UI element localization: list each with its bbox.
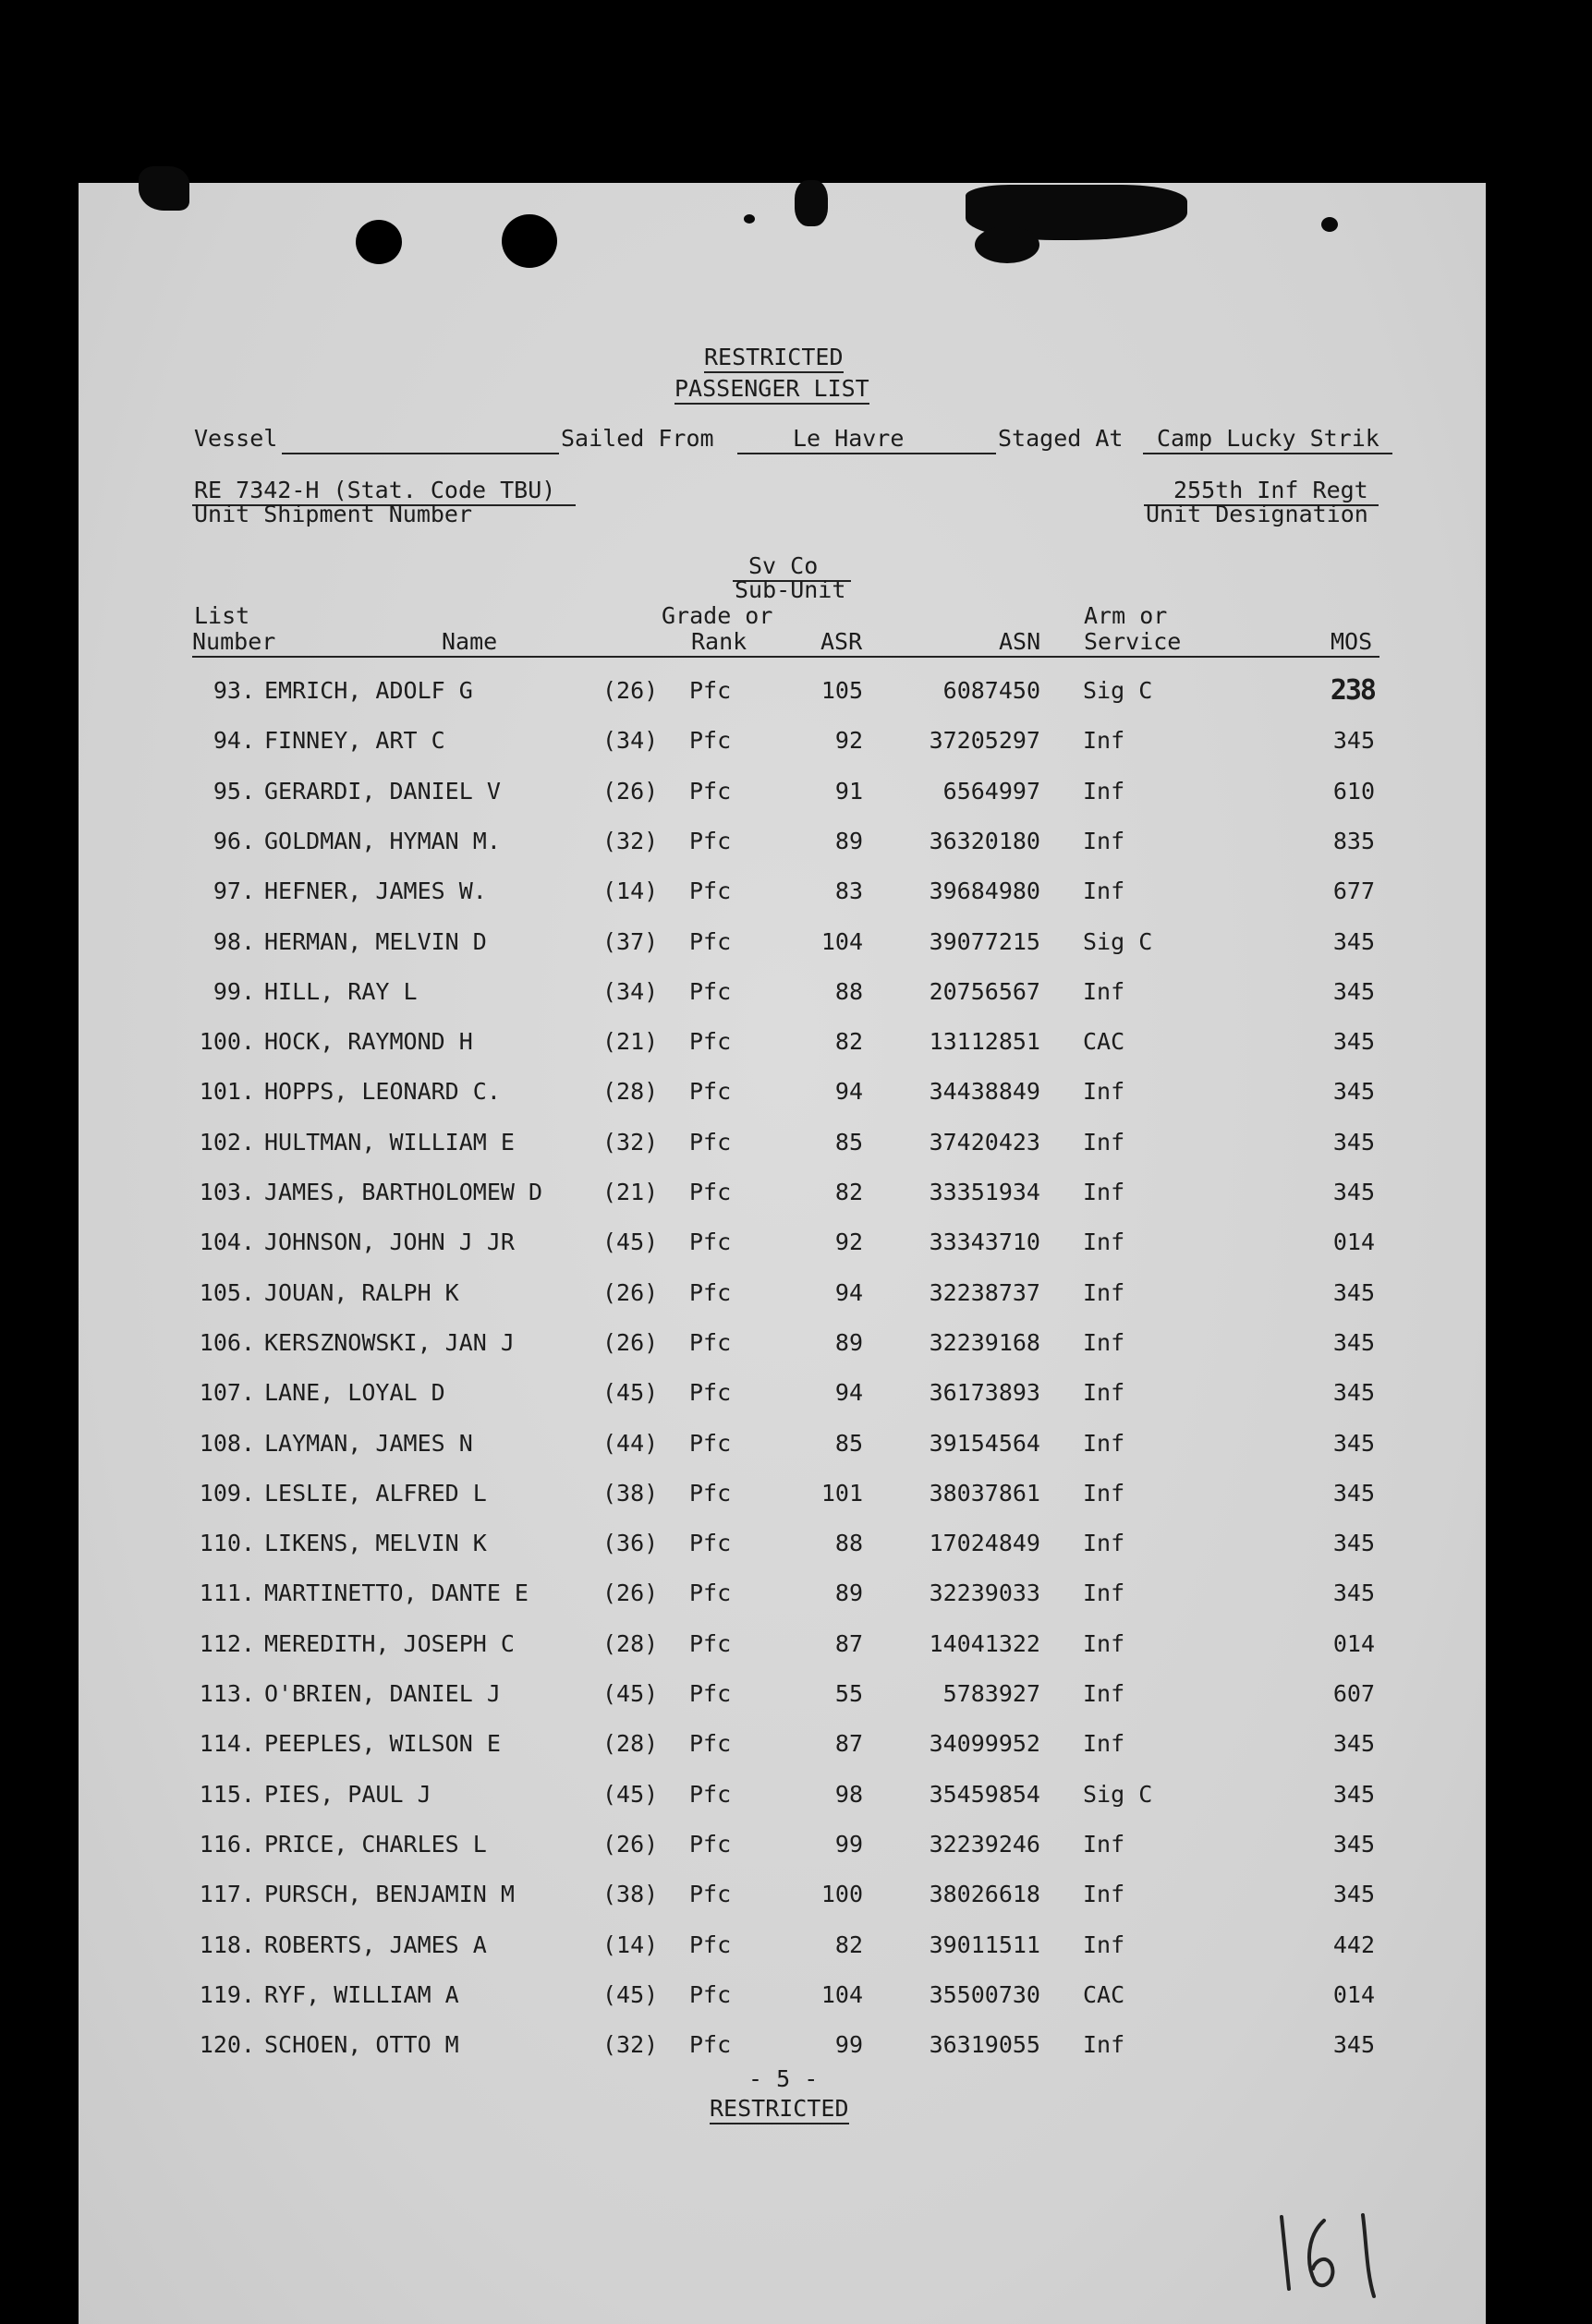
asn-cell: 36319055	[929, 2031, 1040, 2058]
asr-cell: 87	[834, 1730, 863, 1757]
vessel-underline	[282, 453, 559, 454]
table-row	[0, 1730, 1592, 1758]
name-cell: PEEPLES, WILSON E	[264, 1730, 501, 1757]
list-number-cell: 98.	[213, 928, 255, 955]
asr-cell: 104	[820, 928, 863, 955]
arm-cell: Sig C	[1083, 1781, 1153, 1808]
name-cell: ROBERTS, JAMES A	[264, 1931, 487, 1958]
list-number-cell: 94.	[213, 727, 255, 754]
name-cell: HILL, RAY L	[264, 978, 418, 1005]
table-row	[0, 1981, 1592, 2009]
arm-cell: Inf	[1083, 1530, 1125, 1556]
sailed-from-label: Sailed From	[561, 425, 714, 452]
table-row	[0, 1630, 1592, 1658]
list-number-cell: 101.	[199, 1078, 255, 1105]
column-header-asr: ASR	[820, 628, 863, 655]
name-cell: O'BRIEN, DANIEL J	[264, 1680, 501, 1707]
grade-cell: Pfc	[689, 1881, 732, 1907]
age-cell: (38)	[602, 1881, 659, 1907]
grade-cell: Pfc	[689, 878, 732, 904]
mos-cell: 610	[1332, 778, 1375, 805]
table-row	[0, 1781, 1592, 1809]
asr-cell: 83	[834, 878, 863, 904]
asr-cell: 82	[834, 1931, 863, 1958]
column-header-asn: ASN	[999, 628, 1041, 655]
arm-cell: Inf	[1083, 1881, 1125, 1907]
mos-cell: 345	[1332, 1078, 1375, 1105]
age-cell: (32)	[602, 1129, 659, 1156]
mos-cell: 345	[1332, 1781, 1375, 1808]
asn-cell: 39684980	[929, 878, 1040, 904]
list-number-cell: 103.	[199, 1179, 255, 1205]
grade-cell: Pfc	[689, 928, 732, 955]
staged-at-underline	[1143, 453, 1392, 454]
list-number-cell: 108.	[199, 1430, 255, 1457]
list-number-cell: 119.	[199, 1981, 255, 2008]
arm-cell: Inf	[1083, 1379, 1125, 1406]
mos-cell: 014	[1332, 1229, 1375, 1255]
grade-cell: Pfc	[689, 1028, 732, 1055]
name-cell: HOPPS, LEONARD C.	[264, 1078, 501, 1105]
grade-cell: Pfc	[689, 1329, 732, 1356]
mos-cell: 835	[1332, 828, 1375, 854]
grade-cell: Pfc	[689, 1680, 732, 1707]
asr-cell: 82	[834, 1179, 863, 1205]
arm-cell: Inf	[1083, 1580, 1125, 1606]
age-cell: (26)	[602, 778, 659, 805]
arm-cell: Inf	[1083, 778, 1125, 805]
sub-unit-value: Sv Co	[748, 552, 819, 579]
list-number-cell: 107.	[199, 1379, 255, 1406]
mos-cell: 345	[1332, 1129, 1375, 1156]
grade-cell: Pfc	[689, 1179, 732, 1205]
table-row	[0, 2031, 1592, 2059]
table-row	[0, 1279, 1592, 1307]
column-header-rule	[192, 656, 1379, 658]
age-cell: (28)	[602, 1730, 659, 1757]
list-number-cell: 106.	[199, 1329, 255, 1356]
list-number-cell: 120.	[199, 2031, 255, 2058]
mos-cell: 345	[1332, 1730, 1375, 1757]
asr-cell: 104	[820, 1981, 863, 2008]
age-cell: (34)	[602, 727, 659, 754]
asn-cell: 35500730	[929, 1981, 1040, 2008]
torn-edge-mark	[975, 226, 1039, 263]
asn-cell: 14041322	[929, 1630, 1040, 1657]
mos-cell: 345	[1332, 1379, 1375, 1406]
arm-cell: Inf	[1083, 828, 1125, 854]
list-number-cell: 116.	[199, 1831, 255, 1858]
asr-cell: 94	[834, 1279, 863, 1306]
asn-cell: 36320180	[929, 828, 1040, 854]
footer-classification: RESTRICTED	[710, 2095, 849, 2124]
table-row	[0, 1480, 1592, 1507]
mos-cell: 345	[1332, 1430, 1375, 1457]
age-cell: (45)	[602, 1229, 659, 1255]
mos-cell: 677	[1332, 878, 1375, 904]
asr-cell: 85	[834, 1430, 863, 1457]
arm-cell: Inf	[1083, 1831, 1125, 1858]
shipment-number-value: RE 7342-H (Stat. Code TBU)	[194, 477, 556, 503]
mos-cell: 345	[1332, 2031, 1375, 2058]
age-cell: (28)	[602, 1078, 659, 1105]
grade-cell: Pfc	[689, 1730, 732, 1757]
mos-cell: 345	[1332, 1580, 1375, 1606]
age-cell: (21)	[602, 1028, 659, 1055]
asr-cell: 92	[834, 1229, 863, 1255]
age-cell: (28)	[602, 1630, 659, 1657]
grade-cell: Pfc	[689, 1129, 732, 1156]
table-row	[0, 674, 1592, 707]
list-number-cell: 110.	[199, 1530, 255, 1556]
asr-cell: 87	[834, 1630, 863, 1657]
grade-cell: Pfc	[689, 1078, 732, 1105]
mos-cell: 345	[1332, 928, 1375, 955]
list-number-cell: 100.	[199, 1028, 255, 1055]
table-row	[0, 1680, 1592, 1708]
age-cell: (36)	[602, 1530, 659, 1556]
asn-cell: 17024849	[929, 1530, 1040, 1556]
age-cell: (26)	[602, 677, 659, 704]
name-cell: HOCK, RAYMOND H	[264, 1028, 473, 1055]
asr-cell: 88	[834, 1530, 863, 1556]
table-row	[0, 1179, 1592, 1206]
asr-cell: 100	[820, 1881, 863, 1907]
vessel-label: Vessel	[194, 425, 278, 452]
shipment-number-label: Unit Shipment Number	[194, 501, 473, 527]
asr-cell: 99	[834, 1831, 863, 1858]
mos-cell: 345	[1332, 1831, 1375, 1858]
column-header-name: Name	[442, 628, 498, 655]
punch-hole	[502, 214, 557, 268]
mos-cell: 014	[1332, 1630, 1375, 1657]
asn-cell: 36173893	[929, 1379, 1040, 1406]
torn-edge-mark	[744, 214, 755, 224]
asn-cell: 34099952	[929, 1730, 1040, 1757]
table-row	[0, 1831, 1592, 1858]
arm-cell: Inf	[1083, 2031, 1125, 2058]
asn-cell: 33343710	[929, 1229, 1040, 1255]
name-cell: PRICE, CHARLES L	[264, 1831, 487, 1858]
grade-cell: Pfc	[689, 1279, 732, 1306]
name-cell: PURSCH, BENJAMIN M	[264, 1881, 515, 1907]
grade-cell: Pfc	[689, 828, 732, 854]
arm-cell: Inf	[1083, 1329, 1125, 1356]
arm-cell: Inf	[1083, 1229, 1125, 1255]
age-cell: (26)	[602, 1279, 659, 1306]
age-cell: (26)	[602, 1831, 659, 1858]
asr-cell: 82	[834, 1028, 863, 1055]
torn-edge-mark	[1321, 217, 1338, 232]
age-cell: (45)	[602, 1680, 659, 1707]
asn-cell: 37420423	[929, 1129, 1040, 1156]
age-cell: (32)	[602, 2031, 659, 2058]
grade-cell: Pfc	[689, 1379, 732, 1406]
mos-cell: 345	[1332, 1179, 1375, 1205]
table-row	[0, 978, 1592, 1006]
grade-cell: Pfc	[689, 677, 732, 704]
asr-cell: 55	[834, 1680, 863, 1707]
arm-cell: Inf	[1083, 1730, 1125, 1757]
asn-cell: 39011511	[929, 1931, 1040, 1958]
table-row	[0, 828, 1592, 855]
asr-cell: 89	[834, 1580, 863, 1606]
asn-cell: 38026618	[929, 1881, 1040, 1907]
asn-cell: 32239246	[929, 1831, 1040, 1858]
column-header-rank: Rank	[691, 628, 747, 655]
age-cell: (32)	[602, 828, 659, 854]
arm-cell: Inf	[1083, 1480, 1125, 1507]
asr-cell: 85	[834, 1129, 863, 1156]
name-cell: LESLIE, ALFRED L	[264, 1480, 487, 1507]
list-number-cell: 111.	[199, 1580, 255, 1606]
table-row	[0, 1329, 1592, 1357]
asn-cell: 39077215	[929, 928, 1040, 955]
asn-cell: 32239168	[929, 1329, 1040, 1356]
name-cell: HEFNER, JAMES W.	[264, 878, 487, 904]
arm-cell: Inf	[1083, 1680, 1125, 1707]
torn-edge-mark	[139, 166, 189, 211]
name-cell: LIKENS, MELVIN K	[264, 1530, 487, 1556]
staged-at-label: Staged At	[998, 425, 1124, 452]
grade-cell: Pfc	[689, 778, 732, 805]
sub-unit-label: Sub-Unit	[735, 576, 846, 603]
unit-designation-label: Unit Designation	[1146, 501, 1368, 527]
document-subtitle: PASSENGER LIST	[674, 375, 869, 405]
list-number-cell: 109.	[199, 1480, 255, 1507]
asr-cell: 91	[834, 778, 863, 805]
arm-cell: Inf	[1083, 1279, 1125, 1306]
asn-cell: 20756567	[929, 978, 1040, 1005]
arm-cell: Inf	[1083, 727, 1125, 754]
mos-cell: 607	[1332, 1680, 1375, 1707]
table-row	[0, 1379, 1592, 1407]
table-row	[0, 727, 1592, 755]
table-row	[0, 1028, 1592, 1056]
table-row	[0, 1881, 1592, 1908]
mos-cell: 345	[1332, 1881, 1375, 1907]
column-header-list: List	[194, 602, 250, 629]
arm-cell: Inf	[1083, 1430, 1125, 1457]
asn-cell: 33351934	[929, 1179, 1040, 1205]
asr-cell: 89	[834, 1329, 863, 1356]
arm-cell: Sig C	[1083, 677, 1153, 704]
column-header-number: Number	[192, 628, 276, 655]
unit-designation-value: 255th Inf Regt	[1173, 477, 1368, 503]
name-cell: KERSZNOWSKI, JAN J	[264, 1329, 515, 1356]
name-cell: JAMES, BARTHOLOMEW D	[264, 1179, 543, 1205]
age-cell: (45)	[602, 1981, 659, 2008]
age-cell: (34)	[602, 978, 659, 1005]
grade-cell: Pfc	[689, 1831, 732, 1858]
asn-cell: 5783927	[942, 1680, 1040, 1707]
list-number-cell: 102.	[199, 1129, 255, 1156]
mos-cell: 345	[1332, 1329, 1375, 1356]
table-row	[0, 1430, 1592, 1458]
name-cell: SCHOEN, OTTO M	[264, 2031, 459, 2058]
name-cell: HERMAN, MELVIN D	[264, 928, 487, 955]
grade-cell: Pfc	[689, 1931, 732, 1958]
arm-cell: Inf	[1083, 978, 1125, 1005]
list-number-cell: 97.	[213, 878, 255, 904]
age-cell: (14)	[602, 878, 659, 904]
arm-cell: Sig C	[1083, 928, 1153, 955]
asr-cell: 89	[834, 828, 863, 854]
arm-cell: Inf	[1083, 1129, 1125, 1156]
column-header-mos: MOS	[1331, 628, 1373, 655]
asr-cell: 94	[834, 1078, 863, 1105]
age-cell: (44)	[602, 1430, 659, 1457]
column-header-grade: Grade or	[662, 602, 773, 629]
mos-cell: 345	[1332, 1530, 1375, 1556]
age-cell: (26)	[602, 1580, 659, 1606]
grade-cell: Pfc	[689, 1580, 732, 1606]
name-cell: HULTMAN, WILLIAM E	[264, 1129, 515, 1156]
table-row	[0, 778, 1592, 805]
age-cell: (14)	[602, 1931, 659, 1958]
table-row	[0, 1580, 1592, 1607]
asn-cell: 39154564	[929, 1430, 1040, 1457]
list-number-cell: 99.	[213, 978, 255, 1005]
asn-cell: 6087450	[942, 677, 1040, 704]
name-cell: GERARDI, DANIEL V	[264, 778, 501, 805]
asn-cell: 37205297	[929, 727, 1040, 754]
torn-edge-mark	[795, 180, 828, 226]
name-cell: JOUAN, RALPH K	[264, 1279, 459, 1306]
table-row	[0, 928, 1592, 956]
asr-cell: 105	[820, 677, 863, 704]
grade-cell: Pfc	[689, 1781, 732, 1808]
asr-cell: 98	[834, 1781, 863, 1808]
list-number-cell: 115.	[199, 1781, 255, 1808]
asr-cell: 92	[834, 727, 863, 754]
arm-cell: Inf	[1083, 1078, 1125, 1105]
list-number-cell: 114.	[199, 1730, 255, 1757]
age-cell: (37)	[602, 928, 659, 955]
table-row	[0, 1129, 1592, 1156]
arm-cell: Inf	[1083, 1630, 1125, 1657]
mos-cell: 345	[1332, 1279, 1375, 1306]
name-cell: LANE, LOYAL D	[264, 1379, 445, 1406]
list-number-cell: 112.	[199, 1630, 255, 1657]
asn-cell: 38037861	[929, 1480, 1040, 1507]
mos-cell: 442	[1332, 1931, 1375, 1958]
list-number-cell: 93.	[213, 677, 255, 704]
age-cell: (26)	[602, 1329, 659, 1356]
asn-cell: 32239033	[929, 1580, 1040, 1606]
list-number-cell: 117.	[199, 1881, 255, 1907]
asr-cell: 99	[834, 2031, 863, 2058]
page-number: - 5 -	[748, 2065, 819, 2092]
name-cell: RYF, WILLIAM A	[264, 1981, 459, 2008]
asn-cell: 13112851	[929, 1028, 1040, 1055]
table-row	[0, 1078, 1592, 1106]
grade-cell: Pfc	[689, 978, 732, 1005]
grade-cell: Pfc	[689, 2031, 732, 2058]
name-cell: MARTINETTO, DANTE E	[264, 1580, 529, 1606]
age-cell: (21)	[602, 1179, 659, 1205]
name-cell: FINNEY, ART C	[264, 727, 445, 754]
arm-cell: Inf	[1083, 1931, 1125, 1958]
list-number-cell: 104.	[199, 1229, 255, 1255]
sailed-from-value: Le Havre	[793, 425, 905, 452]
list-number-cell: 96.	[213, 828, 255, 854]
arm-cell: CAC	[1083, 1981, 1125, 2008]
asr-cell: 101	[820, 1480, 863, 1507]
asn-cell: 32238737	[929, 1279, 1040, 1306]
asn-cell: 34438849	[929, 1078, 1040, 1105]
table-row	[0, 878, 1592, 905]
grade-cell: Pfc	[689, 1430, 732, 1457]
list-number-cell: 113.	[199, 1680, 255, 1707]
arm-cell: Inf	[1083, 878, 1125, 904]
mos-cell: 238	[1330, 674, 1375, 707]
table-row	[0, 1229, 1592, 1256]
column-header-service: Service	[1084, 628, 1182, 655]
name-cell: GOLDMAN, HYMAN M.	[264, 828, 501, 854]
grade-cell: Pfc	[689, 1530, 732, 1556]
asn-cell: 6564997	[942, 778, 1040, 805]
asn-cell: 35459854	[929, 1781, 1040, 1808]
age-cell: (38)	[602, 1480, 659, 1507]
grade-cell: Pfc	[689, 727, 732, 754]
age-cell: (45)	[602, 1379, 659, 1406]
name-cell: PIES, PAUL J	[264, 1781, 431, 1808]
name-cell: EMRICH, ADOLF G	[264, 677, 473, 704]
mos-cell: 014	[1332, 1981, 1375, 2008]
mos-cell: 345	[1332, 727, 1375, 754]
asr-cell: 88	[834, 978, 863, 1005]
list-number-cell: 118.	[199, 1931, 255, 1958]
arm-cell: CAC	[1083, 1028, 1125, 1055]
mos-cell: 345	[1332, 1480, 1375, 1507]
punch-hole	[356, 220, 402, 264]
grade-cell: Pfc	[689, 1229, 732, 1255]
asr-cell: 94	[834, 1379, 863, 1406]
age-cell: (45)	[602, 1781, 659, 1808]
classification-title: RESTRICTED	[704, 344, 844, 373]
arm-cell: Inf	[1083, 1179, 1125, 1205]
table-row	[0, 1931, 1592, 1959]
mos-cell: 345	[1332, 978, 1375, 1005]
grade-cell: Pfc	[689, 1480, 732, 1507]
list-number-cell: 95.	[213, 778, 255, 805]
name-cell: LAYMAN, JAMES N	[264, 1430, 473, 1457]
staged-at-value: Camp Lucky Strik	[1157, 425, 1379, 452]
list-number-cell: 105.	[199, 1279, 255, 1306]
name-cell: JOHNSON, JOHN J JR	[264, 1229, 515, 1255]
table-row	[0, 1530, 1592, 1557]
sailed-from-underline	[737, 453, 996, 454]
handwritten-number	[1270, 2208, 1400, 2300]
column-header-arm: Arm or	[1084, 602, 1168, 629]
name-cell: MEREDITH, JOSEPH C	[264, 1630, 515, 1657]
mos-cell: 345	[1332, 1028, 1375, 1055]
grade-cell: Pfc	[689, 1630, 732, 1657]
grade-cell: Pfc	[689, 1981, 732, 2008]
